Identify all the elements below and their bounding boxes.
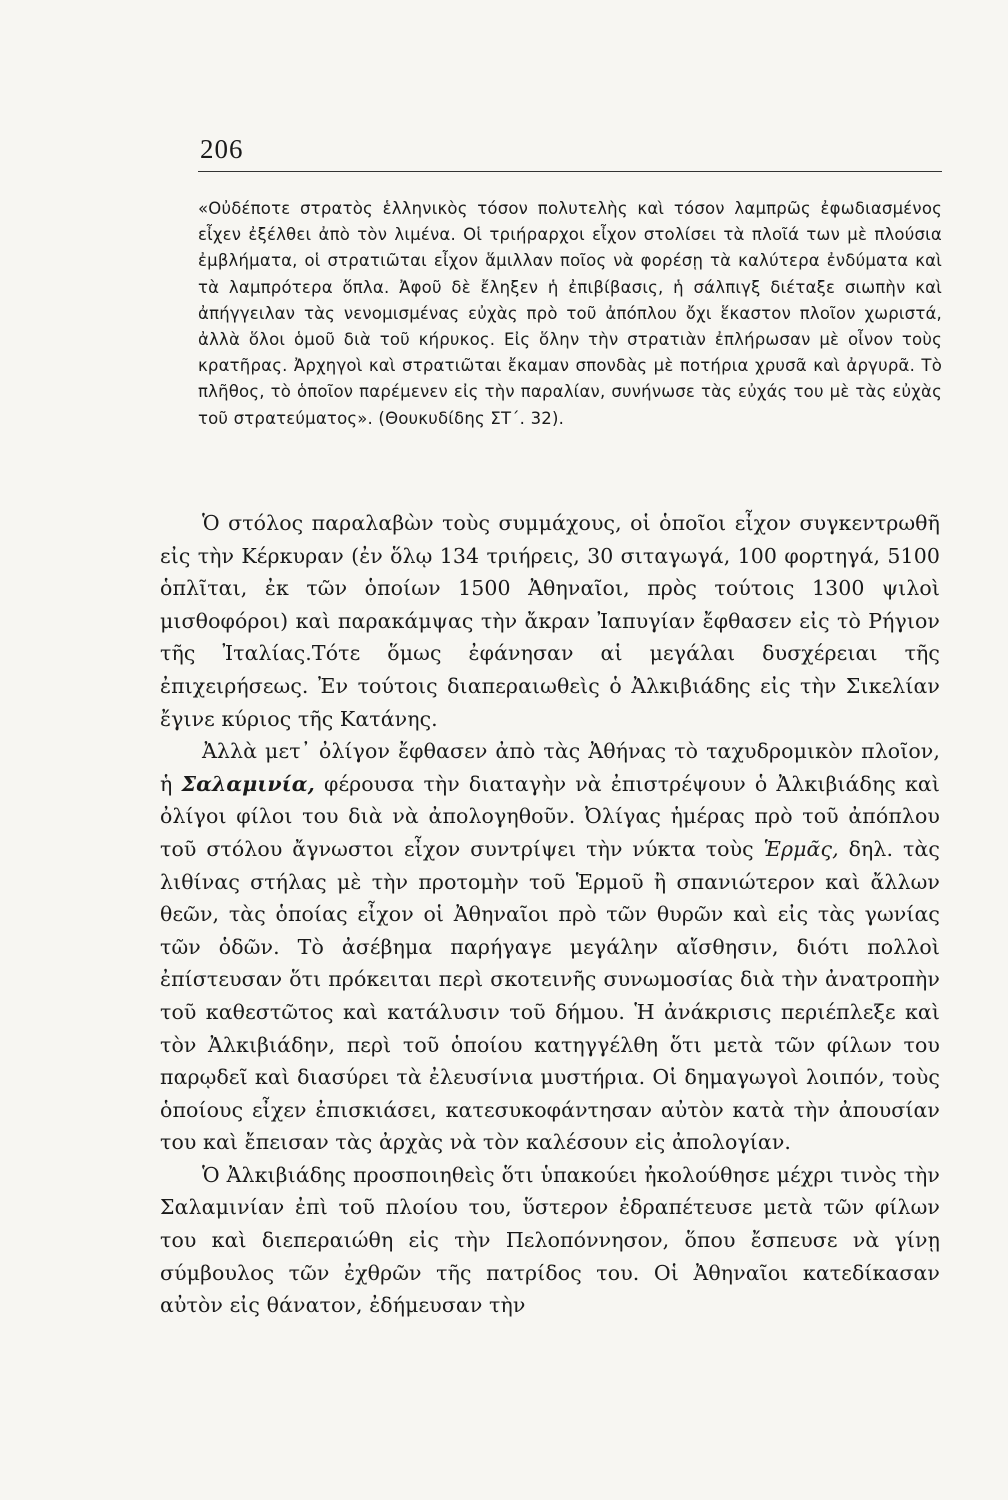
header-rule [198,171,942,172]
ship-name-salaminia: Σαλαμινία, [181,771,315,796]
paragraph-1: Ὁ στόλος παραλαβὼν τοὺς συμμάχους, οἱ ὁποῖοι εἶχον συγκεντρωθῆ εἰς τὴν Κέρκυραν (ἐν ὅλῳ 134 τριήρεις, 30 σιταγωγά, 100 φορτηγά, 5100 ὁπλῖται, ἐκ τῶν ὁποίων 1500 Ἀθηναῖοι, πρὸς τούτοις 1300 ψιλοὶ μισθοφόροι) καὶ παρακάμψας τὴν ἄκραν Ἰαπυγίαν ἔφθασεν εἰς τὸ Ρήγιον τῆς Ἰταλίας.Τότε ὅμως ἐφάνησαν αἱ μεγάλαι δυσχέρειαι τῆς ἐπιχειρήσεως. Ἐν τούτοις διαπεραιωθεὶς ὁ Ἀλκιβιάδης εἰς τὴν Σικελίαν ἔγινε κύριος τῆς Κατάνης. [160,511,940,731]
quoted-passage: «Οὐδέποτε στρατὸς ἑλληνικὸς τόσον πολυτελὴς καὶ τόσον λαμπρῶς ἐφωδιασμένος εἶχεν ἐξέλθει ἀπὸ τὸν λιμένα. Οἱ τριήραρχοι εἶχον στολίσει τὰ πλοῖά των μὲ πλούσια ἐμβλήματα, οἱ στρατιῶται εἶχον ἅμιλλαν ποῖος νὰ φορέσῃ τὰ καλύτερα ἐνδύματα καὶ τὰ λαμπρότερα ὅπλα. Ἀφοῦ δὲ ἔληξεν ἡ ἐπιβίβασις, ἡ σάλπιγξ διέταξε σιωπὴν καὶ ἀπήγγειλαν τὰς νενομισμένας εὐχὰς πρὸ τοῦ ἀπόπλου ὄχι ἕκαστον πλοῖον χωριστά, ἀλλὰ ὅλοι ὁμοῦ διὰ τοῦ κήρυκος. Εἰς ὅλην τὴν στρατιὰν ἐπλήρωσαν μὲ οἶνον τοὺς κρατῆρας. Ἀρχηγοὶ καὶ στρατιῶται ἔκαμαν σπονδὰς μὲ ποτήρια χρυσᾶ καὶ ἀργυρᾶ. Τὸ πλῆθος, τὸ ὁποῖον παρέμενεν εἰς τὴν παραλίαν, συνήνωσε τὰς εὐχάς του μὲ τὰς εὐχὰς τοῦ στρατεύματος». (Θουκυδίδης ΣΤ΄. 32). [198,199,942,428]
term-hermai: Ἑρμᾶς, [763,836,839,861]
paragraph-2-part-2: φέρουσα τὴν διαταγὴν νὰ ἐπιστρέψουν ὁ Ἀλκιβιάδης καὶ ὀλίγοι φίλοι του διὰ νὰ ἀπολογηθοῦν. Ὀλίγας ἡμέρας πρὸ τοῦ ἀπόπλου τοῦ στόλου ἄγνωστοι εἶχον συντρίψει τὴν νύκτα τοὺς [160,771,940,861]
paragraph-2-part-3: δηλ. τὰς λιθίνας στήλας μὲ τὴν προτομὴν τοῦ Ἑρμοῦ ἢ σπανιώτερον καὶ ἄλλων θεῶν, τὰς ὁποίας εἶχον οἱ Ἀθηναῖοι πρὸ τῶν θυρῶν καὶ εἰς τὰς γωνίας τῶν ὁδῶν. Τὸ ἀσέβημα παρήγαγε μεγάλην αἴσθησιν, διότι πολλοὶ ἐπίστευσαν ὅτι πρόκειται περὶ σκοτεινῆς συνωμοσίας διὰ τὴν ἀνατροπὴν τοῦ καθεστῶτος καὶ κατάλυσιν τοῦ δήμου. Ἡ ἀνάκρισις περιέπλεξε καὶ τὸν Ἀλκιβιάδην, περὶ τοῦ ὁποίου κατηγγέλθη ὅτι μετὰ τῶν φίλων του παρῳδεῖ καὶ διασύρει τὰ ἐλευσίνια μυστήρια. Οἱ δημαγωγοὶ λοιπόν, τοὺς ὁποίους εἶχεν ἐπισκιάσει, κατεσυκοφάντησαν αὐτὸν κατὰ τὴν ἀπουσίαν του καὶ ἔπεισαν τὰς ἀρχὰς νὰ τὸν καλέσουν εἰς ἀπολογίαν. [160,836,940,1155]
paragraph-2 [160,735,940,1159]
paragraph-3: Ὁ Ἀλκιβιάδης προσποιηθεὶς ὅτι ὑπακούει ἠκολούθησε μέχρι τινὸς τὴν Σαλαμινίαν ἐπὶ τοῦ πλοίου του, ὕστερον ἐδραπέτευσε μετὰ τῶν φίλων του καὶ διεπεραιώθη εἰς τὴν Πελοπόννησον, ὅπου ἔσπευσε νὰ γίνῃ σύμβουλος τῶν ἐχθρῶν τῆς πατρίδος του. Οἱ Ἀθηναῖοι κατεδίκασαν αὐτὸν εἰς θάνατον, ἐδήμευσαν τὴν [160,1162,940,1318]
body-text [160,507,940,1322]
paragraph-2-part-1: Ἀλλὰ μετ᾽ ὀλίγον ἔφθασεν ἀπὸ τὰς Ἀθήνας τὸ ταχυδρομικὸν πλοῖον, ἡ [160,739,940,796]
page-number: 206 [200,134,244,164]
